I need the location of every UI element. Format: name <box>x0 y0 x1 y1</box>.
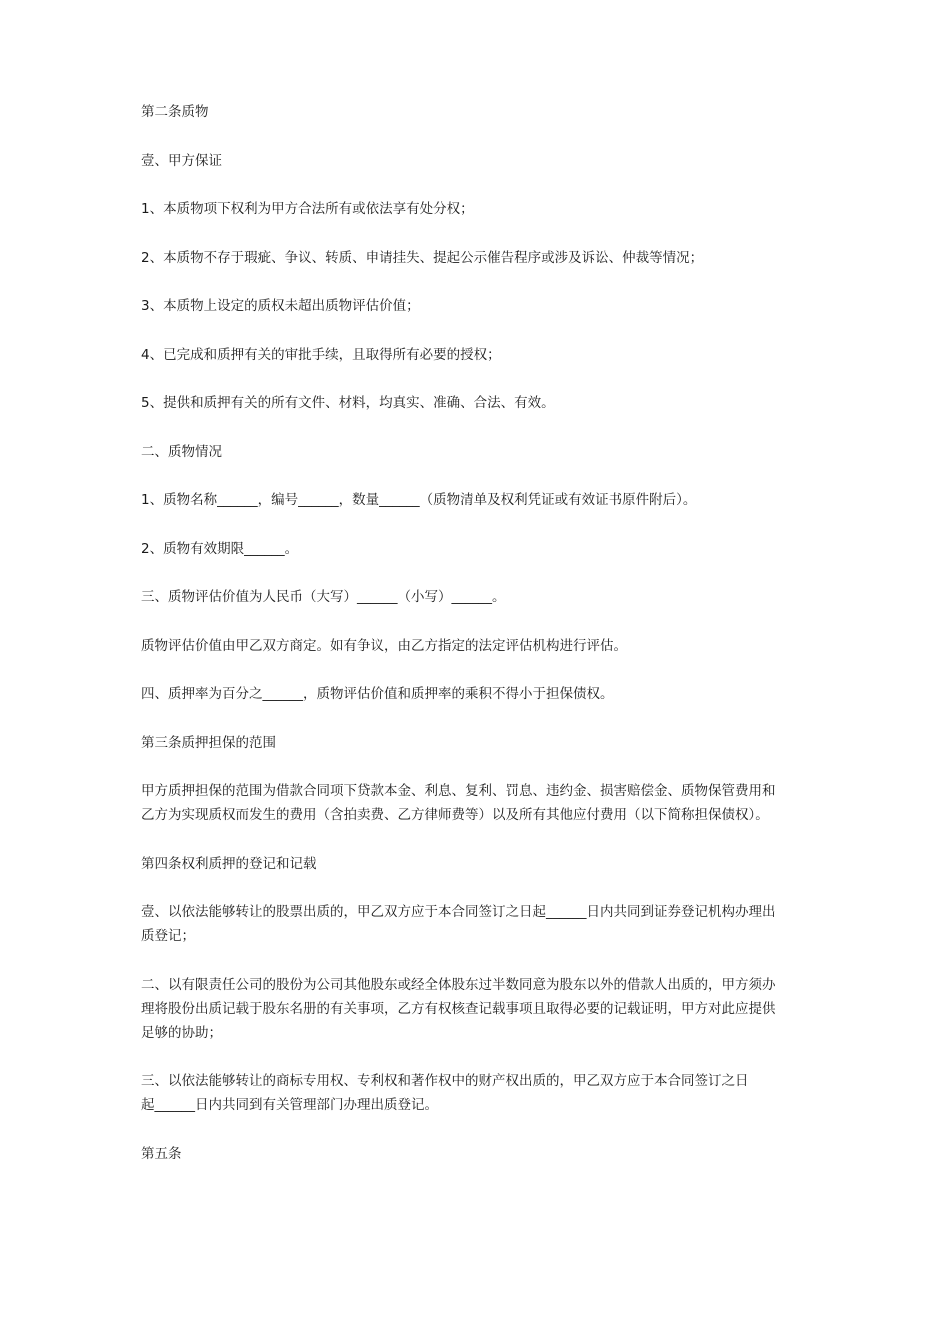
paragraph-line: 第五条 <box>141 1145 182 1162</box>
paragraph-line: 三、以依法能够转让的商标专用权、专利权和著作权中的财产权出质的，甲乙双方应于本合同签订之日 <box>141 1073 749 1089</box>
paragraph <box>141 1069 821 1117</box>
paragraph <box>141 100 821 124</box>
paragraph-line: 足够的协助； <box>141 1024 222 1041</box>
paragraph-line: 第二条质物 <box>141 104 209 120</box>
paragraph-line: 2、质物有效期限______。 <box>141 540 299 557</box>
paragraph-line: 二、以有限责任公司的股份为公司其他股东或经全体股东过半数同意为股东以外的借款人出质的，甲方须办 <box>141 976 776 993</box>
paragraph-line: 1、质物名称______，编号______，数量______（质物清单及权利凭证或有效证书原件附后）。 <box>141 492 697 508</box>
paragraph <box>141 682 821 706</box>
paragraph-line: 质登记； <box>141 928 195 944</box>
paragraph <box>141 246 821 270</box>
paragraph <box>141 779 821 827</box>
paragraph <box>141 973 821 1045</box>
paragraph <box>141 537 821 561</box>
paragraph <box>141 440 821 464</box>
paragraph <box>141 852 821 876</box>
paragraph <box>141 900 821 948</box>
paragraph <box>141 197 821 221</box>
paragraph-line: 3、本质物上设定的质权未超出质物评估价值； <box>141 298 420 314</box>
paragraph <box>141 294 821 318</box>
paragraph-line: 1、本质物项下权利为甲方合法所有或依法享有处分权； <box>141 201 474 217</box>
paragraph-line: 第三条质押担保的范围 <box>141 734 276 751</box>
paragraph <box>141 585 821 609</box>
paragraph <box>141 1142 821 1166</box>
paragraph-line: 二、质物情况 <box>141 443 222 460</box>
paragraph-line: 乙方为实现质权而发生的费用（含拍卖费、乙方律师费等）以及所有其他应付费用（以下简称担保债权）。 <box>141 807 769 823</box>
paragraph <box>141 731 821 755</box>
paragraph-line: 4、已完成和质押有关的审批手续，且取得所有必要的授权； <box>141 346 501 363</box>
paragraph-line: 5、提供和质押有关的所有文件、材料，均真实、准确、合法、有效。 <box>141 395 555 411</box>
paragraph-line: 起______日内共同到有关管理部门办理出质登记。 <box>141 1097 438 1113</box>
paragraph-line: 质物评估价值由甲乙双方商定。如有争议，由乙方指定的法定评估机构进行评估。 <box>141 637 627 654</box>
paragraph-line: 壹、以依法能够转让的股票出质的，甲乙双方应于本合同签订之日起______日内共同到证券登记机构办理出 <box>141 904 776 920</box>
document-page <box>141 100 821 1190</box>
paragraph-line: 三、质物评估价值为人民币（大写）______（小写）______。 <box>141 589 506 605</box>
paragraph-line: 甲方质押担保的范围为借款合同项下贷款本金、利息、复利、罚息、违约金、损害赔偿金、质物保管费用和 <box>141 783 776 799</box>
paragraph <box>141 391 821 415</box>
paragraph-line: 2、本质物不存于瑕疵、争议、转质、申请挂失、提起公示催告程序或涉及诉讼、仲裁等情况； <box>141 249 704 266</box>
paragraph-line: 壹、甲方保证 <box>141 152 222 169</box>
paragraph-line: 四、质押率为百分之______，质物评估价值和质押率的乘积不得小于担保债权。 <box>141 686 614 702</box>
paragraph <box>141 343 821 367</box>
paragraph <box>141 634 821 658</box>
paragraph-line: 第四条权利质押的登记和记载 <box>141 855 317 872</box>
paragraph <box>141 149 821 173</box>
paragraph <box>141 488 821 512</box>
paragraph-line: 理将股份出质记载于股东名册的有关事项，乙方有权核查记载事项且取得必要的记载证明，甲方对此应提供 <box>141 1000 776 1017</box>
